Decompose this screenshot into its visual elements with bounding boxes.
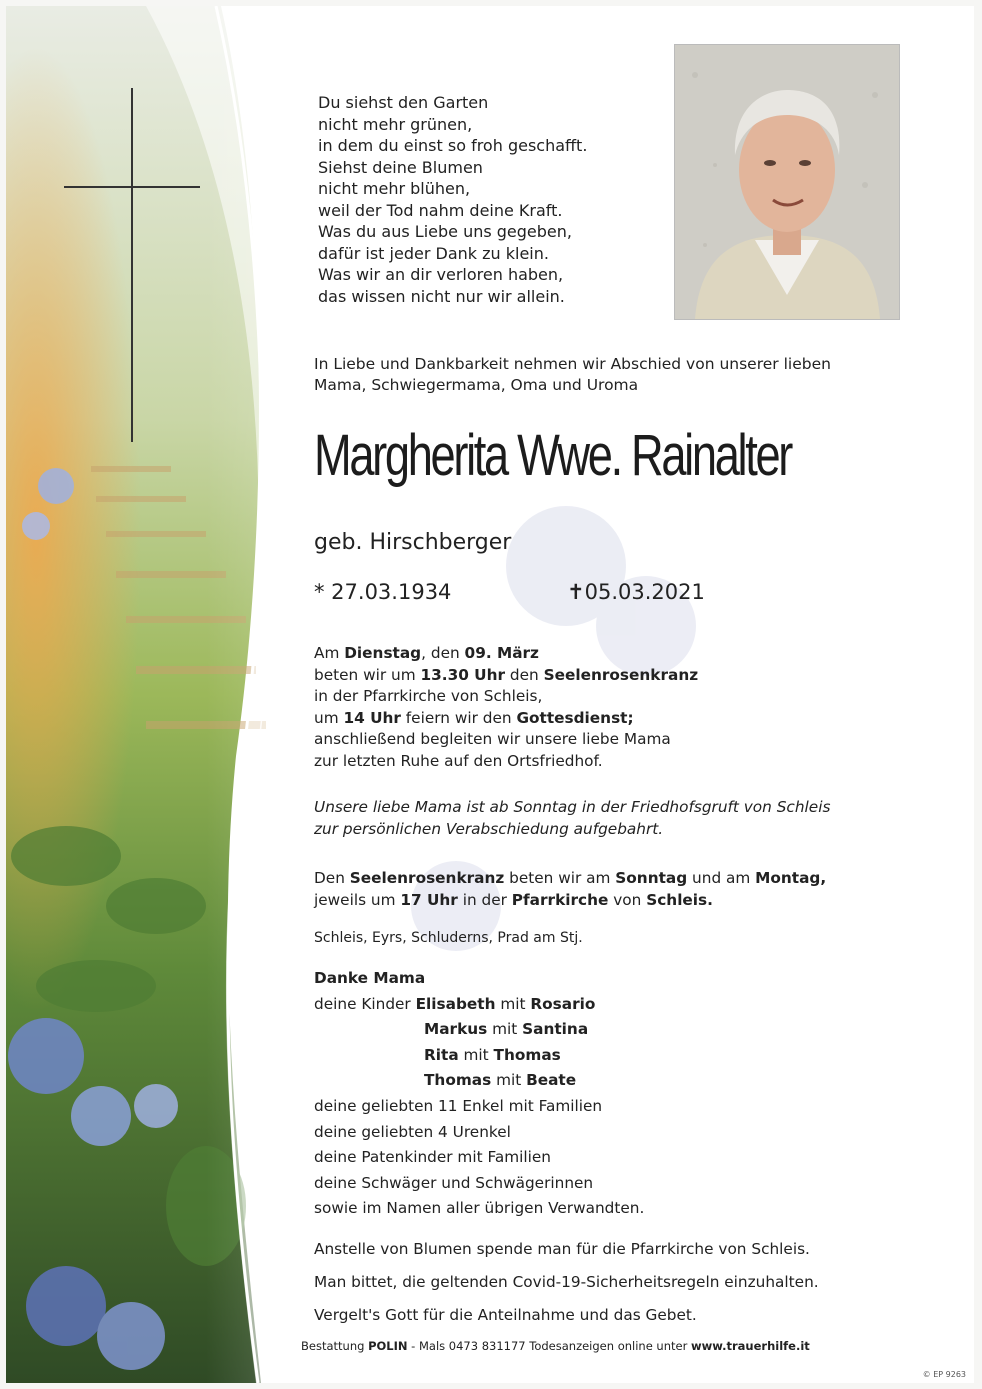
thanks-line: Danke Mama <box>314 969 426 987</box>
poem-line: nicht mehr blühen, <box>318 179 471 198</box>
mourner-line: sowie im Namen aller übrigen Verwandten. <box>314 1199 645 1218</box>
viewing-info <box>314 797 830 840</box>
child-couple: Thomas mit Beate <box>424 1071 577 1090</box>
deceased-name: Margherita Wwe. Rainalter <box>314 423 792 488</box>
service-line: zur letzten Ruhe auf den Ortsfriedhof. <box>314 751 603 770</box>
service-line: beten wir um 13.30 Uhr den Seelenrosenkranz <box>314 665 699 684</box>
intro-line: In Liebe und Dankbarkeit nehmen wir Abschied von unserer lieben <box>314 355 831 373</box>
poem-line: Du siehst den Garten <box>318 93 489 112</box>
poem-line: dafür ist jeder Dank zu klein. <box>318 243 549 263</box>
service-line: Am Dienstag, den 09. März <box>314 644 539 662</box>
rosary-line: jeweils um 17 Uhr in der Pfarrkirche von Schleis. <box>314 890 713 909</box>
intro-line: Mama, Schwiegermama, Oma und Uroma <box>314 376 639 394</box>
portrait-photo <box>674 44 900 320</box>
closing-line: Vergelt's Gott für die Anteilnahme und das Gebet. <box>314 1306 697 1324</box>
death-date: ✝05.03.2021 <box>567 580 705 604</box>
poem-line: Siehst deine Blumen <box>318 157 483 177</box>
birth-date: * 27.03.1934 <box>314 580 452 604</box>
poem-line: Was wir an dir verloren haben, <box>318 265 564 284</box>
viewing-line: Unsere liebe Mama ist ab Sonntag in der Friedhofsgruft von Schleis <box>314 798 831 816</box>
document-code: © EP 9263 <box>922 1370 966 1379</box>
child-couple: deine Kinder Elisabeth mit Rosario <box>314 994 596 1013</box>
intro-text <box>314 354 831 396</box>
service-line: anschließend begleiten wir unsere liebe Mama <box>314 730 671 748</box>
rosary-line: Den Seelenrosenkranz beten wir am Sonntag und am Montag, <box>314 869 827 887</box>
poem-line: nicht mehr grünen, <box>318 114 473 134</box>
mourner-line: deine geliebten 11 Enkel mit Familien <box>314 1096 603 1115</box>
viewing-line: zur persönlichen Verabschiedung aufgebahrt. <box>314 819 664 838</box>
service-info <box>314 643 698 772</box>
cross-icon <box>131 88 133 442</box>
poem-line: Was du aus Liebe uns gegeben, <box>318 222 572 241</box>
child-couple: Markus mit Santina <box>424 1020 589 1039</box>
mourner-line: deine Schwäger und Schwägerinnen <box>314 1173 594 1192</box>
rosary-info <box>314 868 826 911</box>
cross-icon-bar <box>64 186 200 188</box>
poem <box>318 92 587 307</box>
poem-line: weil der Tod nahm deine Kraft. <box>318 200 563 220</box>
obituary-page <box>6 6 974 1383</box>
birth-name: geb. Hirschberger <box>314 530 512 555</box>
closing-notes <box>314 1233 819 1332</box>
poem-line: in dem du einst so froh geschafft. <box>318 136 588 155</box>
closing-line: Man bittet, die geltenden Covid-19-Sicherheitsregeln einzuhalten. <box>314 1273 819 1291</box>
mourner-line: deine Patenkinder mit Familien <box>314 1148 551 1167</box>
service-line: in der Pfarrkirche von Schleis, <box>314 687 543 705</box>
poem-line: das wissen nicht nur wir allein. <box>318 286 565 306</box>
child-couple: Rita mit Thomas <box>424 1045 561 1064</box>
mourner-line: deine geliebten 4 Urenkel <box>314 1122 511 1141</box>
funeral-home-footer: Bestattung POLIN - Mals 0473 831177 Todesanzeigen online unter www.trauerhilfe.it <box>301 1339 810 1353</box>
closing-line: Anstelle von Blumen spende man für die Pfarrkirche von Schleis. <box>314 1240 810 1258</box>
service-line: um 14 Uhr feiern wir den Gottesdienst; <box>314 708 634 727</box>
places: Schleis, Eyrs, Schluderns, Prad am Stj. <box>314 930 583 946</box>
mourners-list <box>314 966 644 1222</box>
